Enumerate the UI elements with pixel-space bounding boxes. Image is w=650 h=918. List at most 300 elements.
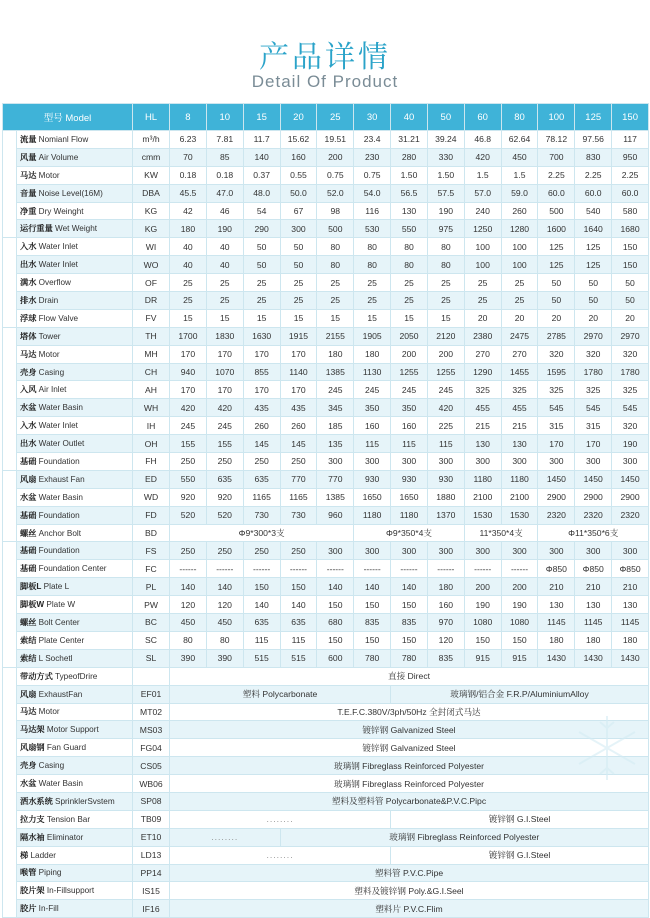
table-cell: 19.51 <box>317 131 354 149</box>
row-label-en: In-Fill <box>36 904 59 914</box>
table-cell: 25 <box>317 274 354 292</box>
row-label-cn: 壳身 <box>20 761 37 771</box>
table-cell: 80 <box>354 256 391 274</box>
table-cell: 435 <box>280 399 317 417</box>
table-cell: 85 <box>206 148 243 166</box>
table-cell: 435 <box>243 399 280 417</box>
row-label-en: ExhaustFan <box>36 689 83 699</box>
row-symbol: PP14 <box>133 864 170 882</box>
table-row <box>3 435 649 453</box>
table-cell: 450 <box>206 614 243 632</box>
table-cell: 125 <box>575 256 612 274</box>
table-cell: 300 <box>612 453 649 471</box>
table-cell: 320 <box>538 345 575 363</box>
row-symbol: OH <box>133 435 170 453</box>
table-row <box>3 775 649 793</box>
table-cell: 25 <box>206 292 243 310</box>
model-header-150: 150 <box>612 104 649 131</box>
bolt-span-cell: Φ9*350*4支 <box>354 524 465 542</box>
table-cell: 2900 <box>538 488 575 506</box>
table-cell: 240 <box>464 202 501 220</box>
group-label-text: 直径 Dia <box>13 488 17 525</box>
table-cell: 1145 <box>538 614 575 632</box>
table-row <box>3 256 649 274</box>
group-label-dia <box>3 470 17 542</box>
table-cell: 25 <box>280 274 317 292</box>
row-label-en: Foundation <box>36 456 80 466</box>
table-cell: 46.8 <box>464 131 501 149</box>
table-cell: 1290 <box>464 363 501 381</box>
table-cell: 540 <box>575 202 612 220</box>
table-cell: 2155 <box>317 327 354 345</box>
row-label <box>17 345 133 363</box>
table-row <box>3 810 649 828</box>
table-cell: 920 <box>206 488 243 506</box>
table-cell: 420 <box>427 399 464 417</box>
table-cell: 115 <box>243 631 280 649</box>
table-cell: 515 <box>243 649 280 667</box>
table-cell: 25 <box>391 274 428 292</box>
row-symbol: PL <box>133 578 170 596</box>
table-cell: 15 <box>317 309 354 327</box>
table-cell: 1165 <box>243 488 280 506</box>
row-label-en: Water Inlet <box>36 242 78 252</box>
row-symbol: PW <box>133 596 170 614</box>
table-cell: 1780 <box>612 363 649 381</box>
table-cell: 42 <box>170 202 207 220</box>
table-cell: 1280 <box>501 220 538 238</box>
table-cell: 835 <box>427 649 464 667</box>
row-label <box>17 148 133 166</box>
table-cell: 530 <box>354 220 391 238</box>
row-label-cn: 索结 <box>20 653 37 663</box>
row-symbol: KG <box>133 202 170 220</box>
table-cell: 2100 <box>464 488 501 506</box>
material-cell-right: 玻璃钢/铝合金 F.R.P/AluminiumAlloy <box>391 685 649 703</box>
table-row <box>3 846 649 864</box>
row-label-en: Air Inlet <box>36 385 67 395</box>
table-cell: 1600 <box>538 220 575 238</box>
table-cell: 100 <box>464 238 501 256</box>
table-cell: 260 <box>501 202 538 220</box>
table-cell: 250 <box>243 542 280 560</box>
table-cell: 185 <box>317 417 354 435</box>
table-cell: 140 <box>317 578 354 596</box>
table-cell: 150 <box>280 578 317 596</box>
table-cell: 155 <box>206 435 243 453</box>
table-row <box>3 828 649 846</box>
table-cell: 1255 <box>427 363 464 381</box>
table-cell: 245 <box>354 381 391 399</box>
row-label-cn: 基础 <box>20 510 37 520</box>
row-symbol: KW <box>133 166 170 184</box>
table-cell: 190 <box>427 202 464 220</box>
table-cell: 62.64 <box>501 131 538 149</box>
table-cell: 780 <box>391 649 428 667</box>
table-cell: 300 <box>427 542 464 560</box>
table-cell: ------ <box>464 560 501 578</box>
table-cell: 1.5 <box>464 166 501 184</box>
row-label-cn: 净重 <box>20 206 37 216</box>
table-cell: 200 <box>501 578 538 596</box>
table-cell: 20 <box>612 309 649 327</box>
row-symbol: SP08 <box>133 792 170 810</box>
table-cell: 80 <box>427 256 464 274</box>
table-cell: 56.5 <box>391 184 428 202</box>
row-label <box>17 184 133 202</box>
row-label-cn: 风量 <box>20 152 37 162</box>
table-cell: 280 <box>391 148 428 166</box>
table-cell: 350 <box>391 399 428 417</box>
group-label-material <box>3 667 17 917</box>
table-cell: 150 <box>391 596 428 614</box>
table-cell: 0.75 <box>354 166 391 184</box>
row-label <box>17 363 133 381</box>
table-cell: 150 <box>612 238 649 256</box>
table-row <box>3 631 649 649</box>
row-label-cn: 水盆 <box>20 779 37 788</box>
row-label-en: Water Inlet <box>36 260 78 270</box>
table-cell: 200 <box>464 578 501 596</box>
table-cell: 190 <box>206 220 243 238</box>
table-cell: ------ <box>391 560 428 578</box>
row-label-en: Water Inlet <box>36 421 78 431</box>
table-cell: 300 <box>427 453 464 471</box>
table-cell: 1070 <box>206 363 243 381</box>
row-symbol: WH <box>133 399 170 417</box>
table-cell: 1530 <box>501 506 538 524</box>
material-cell: 玻璃钢 Fibreglass Reinforced Polyester <box>170 757 649 775</box>
table-cell: 455 <box>464 399 501 417</box>
table-cell: 1180 <box>354 506 391 524</box>
row-symbol: FH <box>133 453 170 471</box>
table-row <box>3 292 649 310</box>
table-cell: 1915 <box>280 327 317 345</box>
row-symbol: MT02 <box>133 703 170 721</box>
table-cell: 25 <box>280 292 317 310</box>
table-cell: 120 <box>206 596 243 614</box>
row-symbol: IH <box>133 417 170 435</box>
table-row <box>3 148 649 166</box>
snowflake-watermark-icon <box>572 708 642 788</box>
table-cell: 250 <box>280 542 317 560</box>
row-symbol: TB09 <box>133 810 170 828</box>
material-cell-left: ........ <box>170 846 391 864</box>
table-cell: 2.25 <box>538 166 575 184</box>
material-cell-right: 玻璃钢 Fibreglass Reinforced Polyester <box>280 828 648 846</box>
table-cell: 270 <box>501 345 538 363</box>
table-cell: 130 <box>391 202 428 220</box>
table-cell: 2900 <box>575 488 612 506</box>
table-cell: 2320 <box>575 506 612 524</box>
row-label-en: Noise Level(16M) <box>36 188 103 198</box>
table-cell: 150 <box>354 596 391 614</box>
row-label-en: Plate W <box>44 600 76 610</box>
row-label-cn: 马达 <box>20 349 37 359</box>
table-cell: 150 <box>317 631 354 649</box>
table-row <box>3 220 649 238</box>
table-cell: 80 <box>391 238 428 256</box>
table-cell: 1430 <box>575 649 612 667</box>
table-cell: 160 <box>427 596 464 614</box>
table-cell: 245 <box>427 381 464 399</box>
table-cell: 60.0 <box>612 184 649 202</box>
row-label <box>17 596 133 614</box>
table-cell: 50 <box>280 238 317 256</box>
row-label-en: Motor Support <box>44 725 99 735</box>
row-symbol: DBA <box>133 184 170 202</box>
row-label-en: Bolt Center <box>36 617 80 627</box>
table-cell: 515 <box>280 649 317 667</box>
table-cell: 250 <box>170 542 207 560</box>
row-symbol: ET10 <box>133 828 170 846</box>
table-cell: 25 <box>170 292 207 310</box>
table-cell: 47.0 <box>206 184 243 202</box>
row-symbol: LD13 <box>133 846 170 864</box>
table-cell: 1430 <box>612 649 649 667</box>
row-label <box>17 703 133 721</box>
table-cell: 580 <box>612 202 649 220</box>
row-label <box>17 685 133 703</box>
table-row <box>3 739 649 757</box>
row-label-en: Water Outlet <box>36 439 85 449</box>
table-cell: ------ <box>243 560 280 578</box>
row-label-cn: 出水 <box>20 439 37 449</box>
table-cell: 250 <box>170 453 207 471</box>
row-label-cn: 洒水系统 <box>20 796 53 806</box>
table-row <box>3 578 649 596</box>
model-header: 型号 Model <box>3 104 133 131</box>
row-label-cn: 胶片架 <box>20 886 45 896</box>
table-cell: 420 <box>170 399 207 417</box>
row-label <box>17 810 133 828</box>
table-cell: 1080 <box>501 614 538 632</box>
table-row <box>3 417 649 435</box>
table-row <box>3 488 649 506</box>
table-cell: 1145 <box>612 614 649 632</box>
table-cell: 140 <box>206 578 243 596</box>
table-cell: 170 <box>206 345 243 363</box>
spec-table <box>2 103 649 918</box>
table-cell: 25 <box>243 292 280 310</box>
table-row <box>3 667 649 685</box>
table-cell: 245 <box>206 417 243 435</box>
table-cell: 1455 <box>501 363 538 381</box>
table-cell: 2380 <box>464 327 501 345</box>
table-cell: 54.0 <box>354 184 391 202</box>
table-cell: 930 <box>391 470 428 488</box>
table-cell: 50 <box>538 292 575 310</box>
table-row <box>3 614 649 632</box>
table-cell: 180 <box>317 345 354 363</box>
table-cell: 170 <box>280 381 317 399</box>
table-cell: 780 <box>354 649 391 667</box>
row-label-en: Flow Valve <box>36 313 79 323</box>
table-cell: 115 <box>280 631 317 649</box>
table-cell: 145 <box>280 435 317 453</box>
table-cell: 1530 <box>464 506 501 524</box>
table-cell: 2.25 <box>612 166 649 184</box>
table-cell: 635 <box>243 614 280 632</box>
table-cell: 80 <box>317 256 354 274</box>
table-cell: 300 <box>464 542 501 560</box>
row-label-cn: 螺丝 <box>20 617 37 627</box>
row-label-cn: 运行重量 <box>20 224 53 234</box>
table-cell: 200 <box>391 345 428 363</box>
row-label-cn: 马达 <box>20 707 37 717</box>
row-label-cn: 风扇 <box>20 689 37 699</box>
material-cell: 镀锌钢 Galvanized Steel <box>170 739 649 757</box>
table-cell: ------ <box>170 560 207 578</box>
row-label-en: L Sochetl <box>36 653 73 663</box>
group-label-height <box>3 327 17 470</box>
table-cell: 260 <box>243 417 280 435</box>
page-title: 产品详情 <box>259 40 391 75</box>
table-cell: 80 <box>170 631 207 649</box>
table-cell: 15 <box>280 309 317 327</box>
table-cell: 1780 <box>575 363 612 381</box>
table-cell: 1370 <box>427 506 464 524</box>
row-label <box>17 560 133 578</box>
table-cell: 940 <box>170 363 207 381</box>
row-symbol: MH <box>133 345 170 363</box>
table-cell: 1880 <box>427 488 464 506</box>
table-row <box>3 166 649 184</box>
row-symbol: SL <box>133 649 170 667</box>
row-symbol: WI <box>133 238 170 256</box>
table-cell: 40 <box>170 256 207 274</box>
row-label-en: Wet Weight <box>52 224 98 234</box>
table-cell: 140 <box>170 578 207 596</box>
table-row <box>3 542 649 560</box>
row-label-cn: 排水 <box>20 295 37 305</box>
table-cell: 250 <box>280 453 317 471</box>
table-cell: 200 <box>427 345 464 363</box>
material-cell: T.E.F.C.380V/3ph/50Hz 全封闭式马达 <box>170 703 649 721</box>
table-cell: 1180 <box>501 470 538 488</box>
table-cell: 1180 <box>464 470 501 488</box>
table-row <box>3 596 649 614</box>
row-label-en: Tower <box>36 331 61 341</box>
row-label-cn: 基础 <box>20 546 37 556</box>
table-cell: 170 <box>280 345 317 363</box>
row-label <box>17 220 133 238</box>
table-row <box>3 238 649 256</box>
table-cell: 230 <box>354 148 391 166</box>
table-cell: 545 <box>575 399 612 417</box>
model-header-25: 25 <box>317 104 354 131</box>
table-cell: 1430 <box>538 649 575 667</box>
row-label-en: Nomianl Flow <box>36 134 89 144</box>
material-cell-left: ........ <box>170 810 391 828</box>
row-label-cn: 带动方式 <box>20 671 53 681</box>
table-cell: 835 <box>354 614 391 632</box>
row-label <box>17 238 133 256</box>
row-label-cn: 水盆 <box>20 492 37 502</box>
row-label <box>17 614 133 632</box>
model-header-100: 100 <box>538 104 575 131</box>
row-label-cn: 基础 <box>20 456 37 466</box>
table-cell: 50 <box>575 292 612 310</box>
table-cell: 190 <box>464 596 501 614</box>
table-cell: 1180 <box>391 506 428 524</box>
row-label-cn: 入水 <box>20 242 37 252</box>
row-symbol: OF <box>133 274 170 292</box>
model-header-80: 80 <box>501 104 538 131</box>
table-cell: 920 <box>170 488 207 506</box>
row-label-cn: 脚板W <box>20 600 45 610</box>
row-label-cn: 浮球 <box>20 313 37 323</box>
table-cell: 1450 <box>612 470 649 488</box>
table-cell: 50.0 <box>280 184 317 202</box>
table-row <box>3 309 649 327</box>
row-label-cn: 水盆 <box>20 403 37 413</box>
row-label-en: Plate Center <box>36 635 85 645</box>
table-cell: 950 <box>612 148 649 166</box>
bolt-span-cell: Φ9*300*3支 <box>170 524 354 542</box>
table-cell: 210 <box>538 578 575 596</box>
table-cell: 2475 <box>501 327 538 345</box>
table-cell: 1630 <box>243 327 280 345</box>
table-cell: 1830 <box>206 327 243 345</box>
table-cell: 1680 <box>612 220 649 238</box>
table-cell: 250 <box>243 453 280 471</box>
row-symbol: m³/h <box>133 131 170 149</box>
table-row <box>3 381 649 399</box>
table-row <box>3 274 649 292</box>
row-label-en: Foundation <box>36 510 80 520</box>
material-cell: 镀锌钢 Galvanized Steel <box>170 721 649 739</box>
table-cell: 140 <box>354 578 391 596</box>
table-cell: 225 <box>427 417 464 435</box>
table-cell: 330 <box>427 148 464 166</box>
table-cell: 100 <box>501 238 538 256</box>
row-label-en: Eliminator <box>44 832 84 842</box>
table-row <box>3 864 649 882</box>
table-cell: 180 <box>170 220 207 238</box>
row-symbol: FC <box>133 560 170 578</box>
row-label-en: Fan Guard <box>44 743 86 753</box>
row-label <box>17 327 133 345</box>
table-cell: 98 <box>317 202 354 220</box>
table-cell: 250 <box>206 453 243 471</box>
table-cell: 830 <box>575 148 612 166</box>
row-label-cn: 索结 <box>20 635 37 645</box>
table-cell: 115 <box>354 435 391 453</box>
table-cell: 835 <box>391 614 428 632</box>
row-label-en: Drain <box>36 295 59 305</box>
row-label-en: Casing <box>36 761 65 771</box>
table-cell: 730 <box>280 506 317 524</box>
table-cell: 680 <box>317 614 354 632</box>
table-cell: 210 <box>612 578 649 596</box>
row-symbol: TH <box>133 327 170 345</box>
table-cell: 60.0 <box>575 184 612 202</box>
table-cell: 390 <box>206 649 243 667</box>
row-label-en: Exhaust Fan <box>36 474 85 484</box>
row-label-cn: 喉管 <box>20 868 37 878</box>
table-cell: 1650 <box>391 488 428 506</box>
row-label <box>17 757 133 775</box>
model-header-20: 20 <box>280 104 317 131</box>
table-cell: 350 <box>354 399 391 417</box>
group-label-dimension <box>3 542 17 667</box>
table-cell: 170 <box>206 381 243 399</box>
row-symbol: FS <box>133 542 170 560</box>
table-cell: 80 <box>317 238 354 256</box>
table-cell: 25 <box>354 274 391 292</box>
table-cell: 180 <box>354 345 391 363</box>
